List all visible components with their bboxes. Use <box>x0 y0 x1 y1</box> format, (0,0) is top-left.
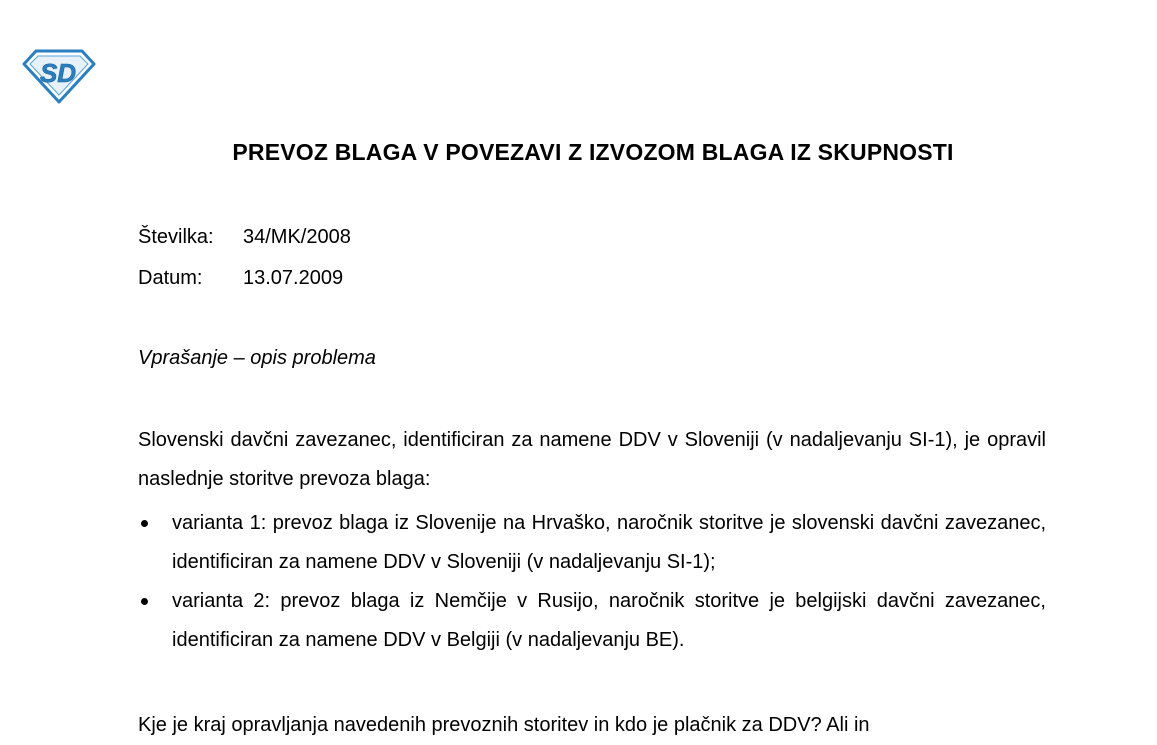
closing-paragraph: Kje je kraj opravljanja navedenih prevoznih storitev in kdo je plačnik za DDV? Ali in <box>138 714 870 736</box>
list-item <box>138 582 1046 660</box>
intro-paragraph: Slovenski davčni zavezanec, identificiran za namene DDV v Sloveniji (v nadaljevanju SI-1), je opravil naslednje storitve prevoza blaga: <box>138 429 1046 490</box>
list-item-text: varianta 2: prevoz blaga iz Nemčije v Rusijo, naročnik storitve je belgijski davčni zavezanec, identificiran za namene DDV v Belgiji (v nadaljevanju BE). <box>172 590 1046 651</box>
list-item-text: varianta 1: prevoz blaga iz Slovenije na Hrvaško, naročnik storitve je slovenski davčni zavezanec, identificiran za namene DDV v Sloveniji (v nadaljevanju SI-1); <box>172 512 1046 573</box>
date-row <box>138 267 343 290</box>
variant-list <box>138 504 1046 660</box>
number-label: Številka: <box>138 226 214 248</box>
svg-text:SD: SD <box>39 58 77 88</box>
bullet-icon <box>141 520 148 527</box>
date-value: 13.07.2009 <box>243 267 344 289</box>
bullet-icon <box>141 598 148 605</box>
question-heading: Vprašanje – opis problema <box>138 347 376 369</box>
company-logo <box>22 48 96 104</box>
document-title: PREVOZ BLAGA V POVEZAVI Z IZVOZOM BLAGA IZ SKUPNOSTI <box>232 139 954 165</box>
number-value: 34/MK/2008 <box>243 226 351 248</box>
date-label: Datum: <box>138 267 203 289</box>
list-item <box>138 504 1046 582</box>
number-row <box>138 226 351 249</box>
